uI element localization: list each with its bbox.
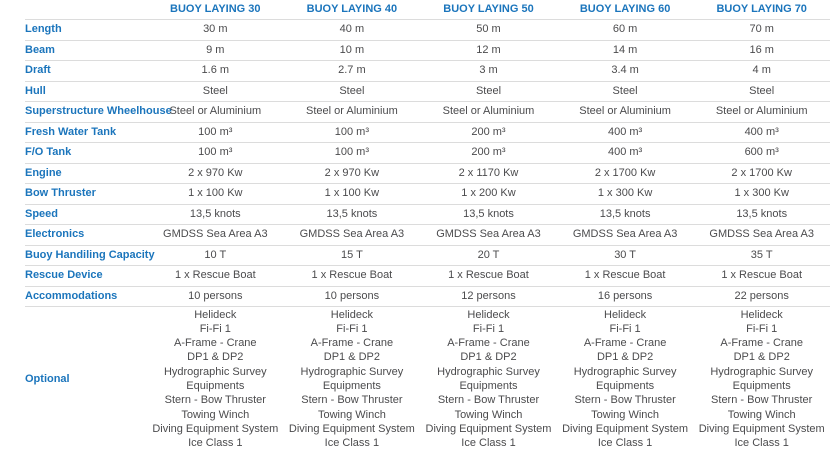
table-row [25, 286, 830, 307]
table-row [25, 163, 830, 184]
optional-line: Ice Class 1 [597, 437, 653, 450]
table-row [25, 60, 830, 81]
optional-line: Ice Class 1 [324, 437, 380, 450]
table-body [25, 19, 830, 451]
optional-line: DP1 & DP2 [733, 351, 790, 364]
row-label: Accommodations [25, 289, 118, 302]
cell-value: 30 T [614, 248, 636, 261]
optional-line: Fi-Fi 1 [472, 322, 505, 335]
column-header-buoy-laying-60: BUOY LAYING 60 [579, 3, 671, 15]
cell-value: 3.4 m [611, 64, 639, 77]
optional-line: A-Frame - Crane [174, 337, 257, 350]
row-label: Rescue Device [25, 269, 103, 282]
cell-value: 2 x 970 Kw [188, 166, 243, 179]
cell-value: 16 persons [597, 289, 653, 302]
cell-value: 1 x 100 Kw [188, 187, 243, 200]
optional-line: Equipments [459, 380, 518, 392]
cell-value: 100 m³ [334, 125, 370, 138]
column-header-buoy-laying-30: BUOY LAYING 30 [170, 3, 261, 15]
cell-value: 13,5 knots [326, 207, 378, 220]
table-row [25, 306, 830, 451]
row-label: Beam [25, 43, 55, 56]
optional-line: Stern - Bow Thruster [574, 394, 676, 407]
optional-line: Ice Class 1 [734, 437, 789, 450]
cell-value: 10 m [339, 43, 365, 56]
optional-line: DP1 & DP2 [596, 351, 654, 364]
optional-line: A-Frame - Crane [720, 337, 803, 350]
table-row [25, 19, 830, 40]
optional-line: Stern - Bow Thruster [301, 394, 403, 407]
optional-line: Hydrographic Survey [573, 365, 677, 378]
cell-value: 13,5 knots [736, 207, 788, 220]
cell-value: 40 m [339, 23, 365, 36]
table-row [25, 265, 830, 286]
cell-value: 12 m [476, 43, 501, 56]
cell-value [420, 308, 557, 451]
optional-line: Towing Winch [317, 408, 386, 421]
optional-line: Fi-Fi 1 [609, 322, 641, 335]
row-label: Optional [25, 372, 70, 385]
cell-value: 400 m³ [607, 125, 643, 138]
table-row [25, 245, 830, 266]
cell-value: 200 m³ [471, 146, 506, 159]
cell-value: 70 m [749, 23, 774, 36]
optional-line: Helideck [467, 308, 510, 321]
cell-value: 400 m³ [607, 146, 643, 159]
optional-line: Towing Winch [727, 408, 796, 421]
cell-value: GMDSS Sea Area A3 [436, 228, 541, 241]
cell-value: Steel or Aluminium [169, 105, 262, 118]
cell-value: 1 x 200 Kw [461, 187, 516, 200]
cell-value: 600 m³ [744, 146, 779, 159]
cell-value: 2 x 970 Kw [324, 166, 380, 179]
cell-value: GMDSS Sea Area A3 [299, 228, 405, 241]
cell-value: 2 x 1700 Kw [594, 166, 656, 179]
row-label: Engine [25, 166, 62, 179]
table-row [25, 224, 830, 245]
row-label: F/O Tank [25, 146, 72, 159]
row-label: Superstructure Wheelhouse [25, 105, 172, 118]
cell-value: 20 T [477, 248, 500, 261]
optional-line: Hydrographic Survey [300, 365, 404, 378]
cell-value: Steel or Aluminium [579, 105, 671, 118]
optional-line: Diving Equipment System [152, 422, 279, 435]
cell-value: 1 x Rescue Boat [448, 269, 529, 282]
table-row [25, 122, 830, 143]
cell-value: GMDSS Sea Area A3 [709, 228, 814, 241]
optional-line: Stern - Bow Thruster [164, 394, 266, 407]
optional-line: Helideck [194, 308, 237, 321]
optional-line: Fi-Fi 1 [746, 322, 778, 335]
column-header-buoy-laying-50: BUOY LAYING 50 [443, 3, 534, 15]
optional-line: DP1 & DP2 [187, 351, 244, 364]
optional-line: DP1 & DP2 [323, 351, 381, 364]
row-label: Speed [25, 207, 59, 220]
optional-line: Fi-Fi 1 [336, 322, 368, 335]
column-header-buoy-laying-70: BUOY LAYING 70 [716, 3, 807, 15]
cell-value [147, 308, 284, 451]
cell-value: 13,5 knots [599, 207, 651, 220]
cell-value: Steel [339, 84, 365, 97]
table-header-row [25, 0, 830, 19]
optional-line: Ice Class 1 [461, 437, 516, 450]
cell-value: 15 T [340, 248, 363, 261]
cell-value: 1 x 100 Kw [324, 187, 380, 200]
optional-line: Hydrographic Survey [710, 365, 814, 378]
cell-value: 400 m³ [744, 125, 779, 138]
optional-line: Helideck [740, 308, 783, 321]
optional-line: Hydrographic Survey [437, 365, 540, 378]
optional-line: A-Frame - Crane [310, 337, 394, 350]
cell-value: Steel [202, 84, 228, 97]
optional-line: Diving Equipment System [425, 422, 552, 435]
cell-value: 1 x Rescue Boat [174, 269, 256, 282]
cell-value [557, 308, 694, 451]
row-label: Length [25, 23, 62, 36]
cell-value: 22 persons [734, 289, 789, 302]
table-row [25, 81, 830, 102]
optional-line: Equipments [186, 380, 245, 392]
optional-line: Ice Class 1 [188, 437, 243, 450]
table-row [25, 142, 830, 163]
cell-value: 1 x Rescue Boat [584, 269, 666, 282]
optional-line: Towing Winch [454, 408, 523, 421]
cell-value: 2 x 1700 Kw [731, 166, 792, 179]
optional-line: Towing Winch [591, 408, 660, 421]
cell-value: Steel or Aluminium [442, 105, 535, 118]
optional-line: Diving Equipment System [288, 422, 415, 435]
optional-line: Towing Winch [181, 408, 250, 421]
cell-value: 1 x 300 Kw [597, 187, 653, 200]
cell-value: GMDSS Sea Area A3 [572, 228, 678, 241]
optional-line: Stern - Bow Thruster [711, 394, 813, 407]
optional-line: A-Frame - Crane [447, 337, 530, 350]
table-row [25, 204, 830, 225]
optional-line: Stern - Bow Thruster [437, 394, 540, 407]
optional-line: Diving Equipment System [698, 422, 825, 435]
column-header-buoy-laying-40: BUOY LAYING 40 [306, 3, 398, 15]
cell-value: 4 m [752, 64, 771, 77]
cell-value: 100 m³ [198, 146, 233, 159]
cell-value: Steel [612, 84, 638, 97]
cell-value: 13,5 knots [463, 207, 514, 220]
optional-line: A-Frame - Crane [583, 337, 667, 350]
table-row [25, 183, 830, 204]
optional-line: Hydrographic Survey [163, 365, 267, 378]
cell-value: 100 m³ [334, 146, 370, 159]
cell-value: 1 x 300 Kw [734, 187, 789, 200]
cell-value: 13,5 knots [189, 207, 241, 220]
cell-value: 10 T [204, 248, 227, 261]
optional-line: Fi-Fi 1 [199, 322, 231, 335]
table-row [25, 101, 830, 122]
cell-value: 16 m [749, 43, 774, 56]
cell-value: 2.7 m [338, 64, 366, 77]
cell-value: 3 m [479, 64, 498, 77]
optional-line: Equipments [596, 380, 655, 392]
cell-value: 9 m [206, 43, 225, 56]
cell-value: 35 T [750, 248, 773, 261]
optional-line: Equipments [732, 380, 791, 392]
cell-value [284, 308, 421, 451]
cell-value: 1 x Rescue Boat [721, 269, 803, 282]
row-label: Fresh Water Tank [25, 125, 117, 138]
row-label: Bow Thruster [25, 187, 96, 200]
row-label: Electronics [25, 228, 85, 241]
optional-line: Diving Equipment System [562, 422, 689, 435]
cell-value: Steel or Aluminium [306, 105, 398, 118]
optional-line: Helideck [330, 308, 373, 321]
optional-line: DP1 & DP2 [460, 351, 517, 364]
row-label: Buoy Handiling Capacity [25, 248, 155, 261]
cell-value: Steel [749, 84, 775, 97]
cell-value: 60 m [612, 23, 638, 36]
cell-value: 10 persons [188, 289, 243, 302]
table-row [25, 40, 830, 61]
cell-value: 14 m [612, 43, 638, 56]
cell-value: 30 m [203, 23, 228, 36]
cell-value [693, 308, 830, 451]
cell-value: 2 x 1170 Kw [458, 166, 519, 179]
cell-value: 1.6 m [201, 64, 230, 77]
cell-value: GMDSS Sea Area A3 [163, 228, 268, 241]
cell-value: 10 persons [324, 289, 380, 302]
cell-value: 100 m³ [198, 125, 233, 138]
optional-line: Equipments [322, 380, 381, 392]
cell-value: 12 persons [461, 289, 516, 302]
cell-value: 1 x Rescue Boat [311, 269, 393, 282]
cell-value: Steel or Aluminium [715, 105, 808, 118]
optional-line: Helideck [604, 308, 647, 321]
row-label: Hull [25, 84, 46, 97]
cell-value: 50 m [476, 23, 501, 36]
cell-value: 200 m³ [471, 125, 506, 138]
cell-value: Steel [475, 84, 502, 97]
row-label: Draft [25, 64, 51, 77]
